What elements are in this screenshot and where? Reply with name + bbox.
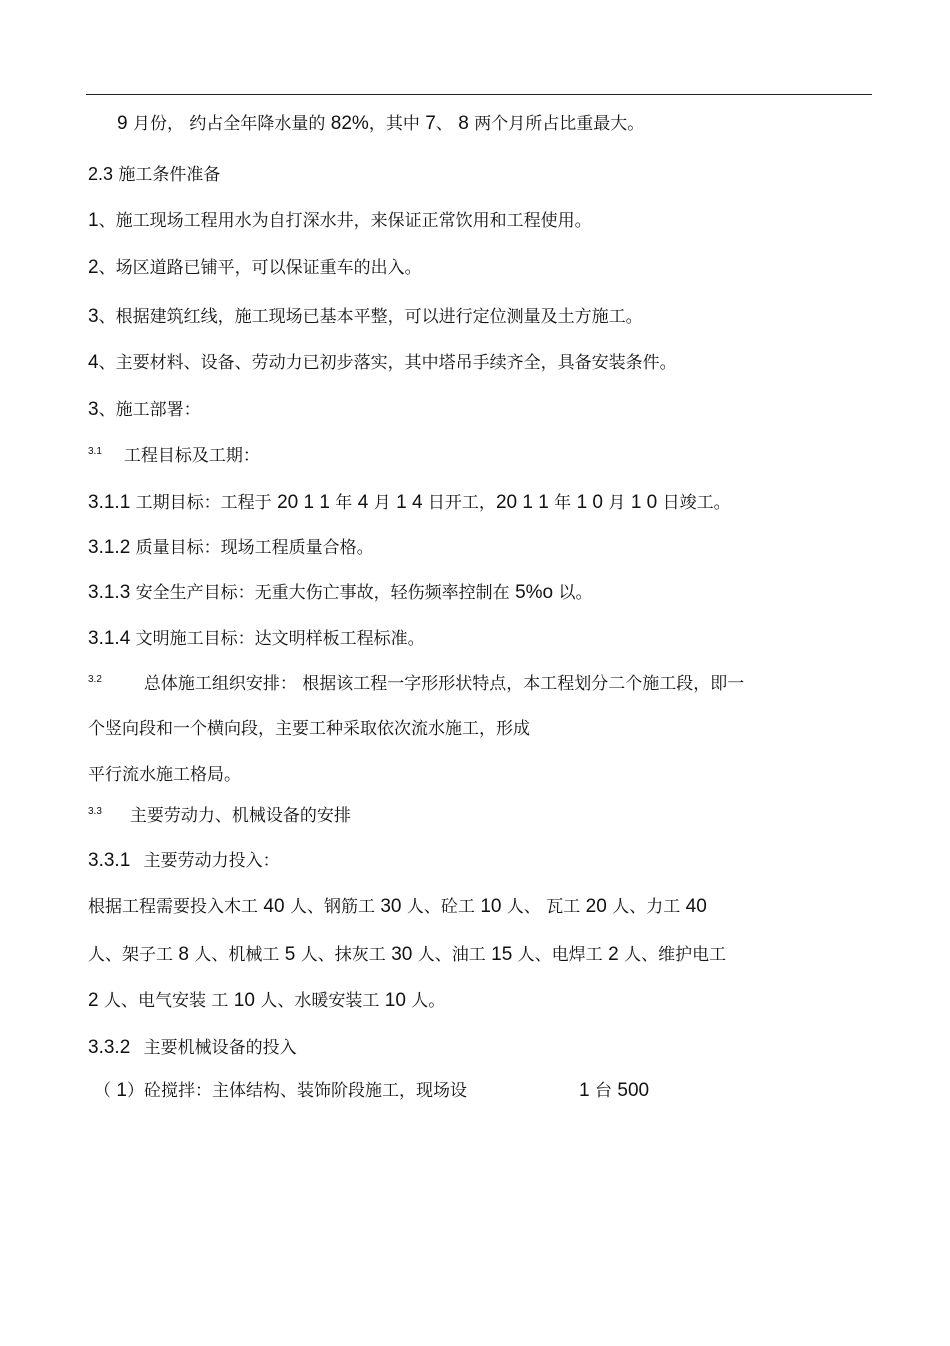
- text: 年: [329, 493, 358, 513]
- section-title: 主要劳动力、机械设备的安排: [129, 806, 351, 826]
- text-num: 1 0: [630, 492, 658, 513]
- text-num: 10: [384, 990, 406, 1011]
- paragraph-labor-2: [88, 944, 726, 966]
- heading-3: [88, 399, 201, 421]
- text: 人、油工: [412, 945, 492, 965]
- item-text: 安全生产目标：无重大伤亡事故，轻伤频率控制在: [130, 583, 516, 603]
- equipment-item-1: [94, 1080, 649, 1102]
- section-title: 工程目标及工期：: [123, 446, 260, 466]
- text-num: 1: [116, 1080, 127, 1101]
- text: 人、砼工: [401, 897, 481, 917]
- text-num: 40: [685, 896, 707, 917]
- text: 人、钢筋工: [284, 897, 381, 917]
- heading-2-3: [88, 163, 220, 186]
- section-number: 3.3: [88, 806, 102, 817]
- item-3-3-2: [88, 1037, 297, 1059]
- text-num: 5: [284, 944, 296, 965]
- item-text: 工期目标：工程于: [130, 493, 278, 513]
- section-number: 3.2: [88, 674, 102, 685]
- text: 人、水暖安装工: [254, 991, 385, 1011]
- list-item-1: [88, 210, 592, 232]
- paragraph-text: 个竖向段和一个横向段，主要工种采取依次流水施工，形成: [88, 719, 530, 739]
- paragraph-rainfall: [117, 113, 644, 135]
- text: ）砼搅拌：主体结构、装饰阶段施工，现场设: [126, 1081, 467, 1101]
- text: 根据工程需要投入木工: [88, 897, 264, 917]
- section-number: 3.1: [88, 446, 102, 457]
- text: 日竣工。: [657, 493, 731, 513]
- paragraph-labor-3: [88, 990, 445, 1012]
- text-num: 500: [617, 1080, 650, 1101]
- section-title: 施工条件准备: [113, 165, 221, 185]
- item-3-1-1: [88, 492, 731, 514]
- item-text: 、根据建筑红线，施工现场已基本平整，可以进行定位测量及土方施工。: [98, 307, 643, 327]
- section-number: 3: [88, 399, 99, 420]
- text-num: 20 1 1: [277, 492, 330, 513]
- item-text: 主要劳动力投入：: [138, 851, 280, 871]
- paragraph-line: [88, 718, 530, 740]
- text: 日开工，: [422, 493, 496, 513]
- item-text: 、施工现场工程用水为自打深水井，来保证正常饮用和工程使用。: [98, 211, 592, 231]
- section-title: 、施工部署：: [98, 400, 201, 420]
- item-3-1-3: [88, 582, 593, 604]
- item-number: 3: [88, 306, 99, 327]
- text: 、: [435, 114, 459, 134]
- item-number: 2: [88, 257, 99, 278]
- item-text: 文明施工目标：达文明样板工程标准。: [130, 629, 425, 649]
- item-number: 1: [88, 210, 99, 231]
- text-num: 10: [480, 896, 502, 917]
- text-num: 30: [391, 944, 413, 965]
- heading-3-2: [88, 673, 744, 695]
- section-number: 2.3: [88, 164, 114, 184]
- text: 人、电焊工: [512, 945, 609, 965]
- text: 人、机械工: [188, 945, 285, 965]
- item-text: 、主要材料、设备、劳动力已初步落实，其中塔吊手续齐全，具备安装条件。: [98, 353, 677, 373]
- text: 人、 瓦工: [501, 897, 586, 917]
- text-num: 82%: [330, 113, 369, 134]
- header-rule: [86, 94, 872, 95]
- text-num: 5%o: [515, 582, 554, 603]
- text: 人、力工: [606, 897, 686, 917]
- text: 月份， 约占全年降水量的: [127, 114, 331, 134]
- list-item-4: [88, 352, 677, 374]
- text: 月: [368, 493, 397, 513]
- item-3-3-1: [88, 850, 280, 872]
- text-num: 8: [458, 113, 469, 134]
- heading-3-1: [88, 445, 260, 467]
- text-num: 8: [178, 944, 189, 965]
- text-num: 9: [117, 113, 128, 134]
- item-number: 3.3.2: [88, 1037, 131, 1058]
- item-number: 3.1.1: [88, 492, 131, 513]
- text: 人、电气安装 工: [98, 991, 234, 1011]
- list-item-2: [88, 257, 422, 279]
- item-number: 3.1.3: [88, 582, 131, 603]
- text: 台: [589, 1081, 618, 1101]
- text-num: 1 0: [576, 492, 603, 513]
- item-text: 质量目标：现场工程质量合格。: [130, 538, 374, 558]
- paragraph-text: 平行流水施工格局。: [88, 765, 241, 785]
- paragraph-line: [88, 764, 241, 786]
- paragraph-labor-1: [88, 896, 707, 918]
- text: （: [94, 1081, 117, 1101]
- text-num: 40: [263, 896, 285, 917]
- list-item-3: [88, 306, 643, 328]
- item-3-1-4: [88, 628, 425, 650]
- item-number: 3.3.1: [88, 850, 131, 871]
- text-num: 7: [425, 113, 436, 134]
- text: 以。: [553, 583, 593, 603]
- text: 两个月所占比重最大。: [468, 114, 645, 134]
- text: ，其中: [368, 114, 426, 134]
- section-text: 总体施工组织安排： 根据该工程一字形形状特点，本工程划分二个施工段，即一: [143, 674, 745, 694]
- text: 人、架子工: [88, 945, 179, 965]
- item-number: 4: [88, 352, 99, 373]
- text-num: 4: [357, 492, 369, 513]
- text-num: 10: [233, 990, 255, 1011]
- text: 月: [603, 493, 631, 513]
- text-num: 1 4: [396, 492, 423, 513]
- text-num: 20 1 1: [495, 492, 549, 513]
- text-num: 20: [585, 896, 607, 917]
- text: 年: [548, 493, 577, 513]
- item-text: 主要机械设备的投入: [138, 1038, 297, 1058]
- item-number: 3.1.2: [88, 537, 131, 558]
- item-text: 、场区道路已铺平，可以保证重车的出入。: [98, 258, 422, 278]
- text-num: 1: [578, 1080, 590, 1101]
- text: 人、抹灰工: [295, 945, 392, 965]
- text-num: 2: [88, 990, 99, 1011]
- text: 人、维护电工: [618, 945, 727, 965]
- item-number: 3.1.4: [88, 628, 131, 649]
- item-3-1-2: [88, 537, 374, 559]
- text-num: 30: [380, 896, 402, 917]
- text-num: 2: [608, 944, 619, 965]
- heading-3-3: [88, 805, 351, 827]
- text-num: 15: [491, 944, 513, 965]
- text: 人。: [405, 991, 446, 1011]
